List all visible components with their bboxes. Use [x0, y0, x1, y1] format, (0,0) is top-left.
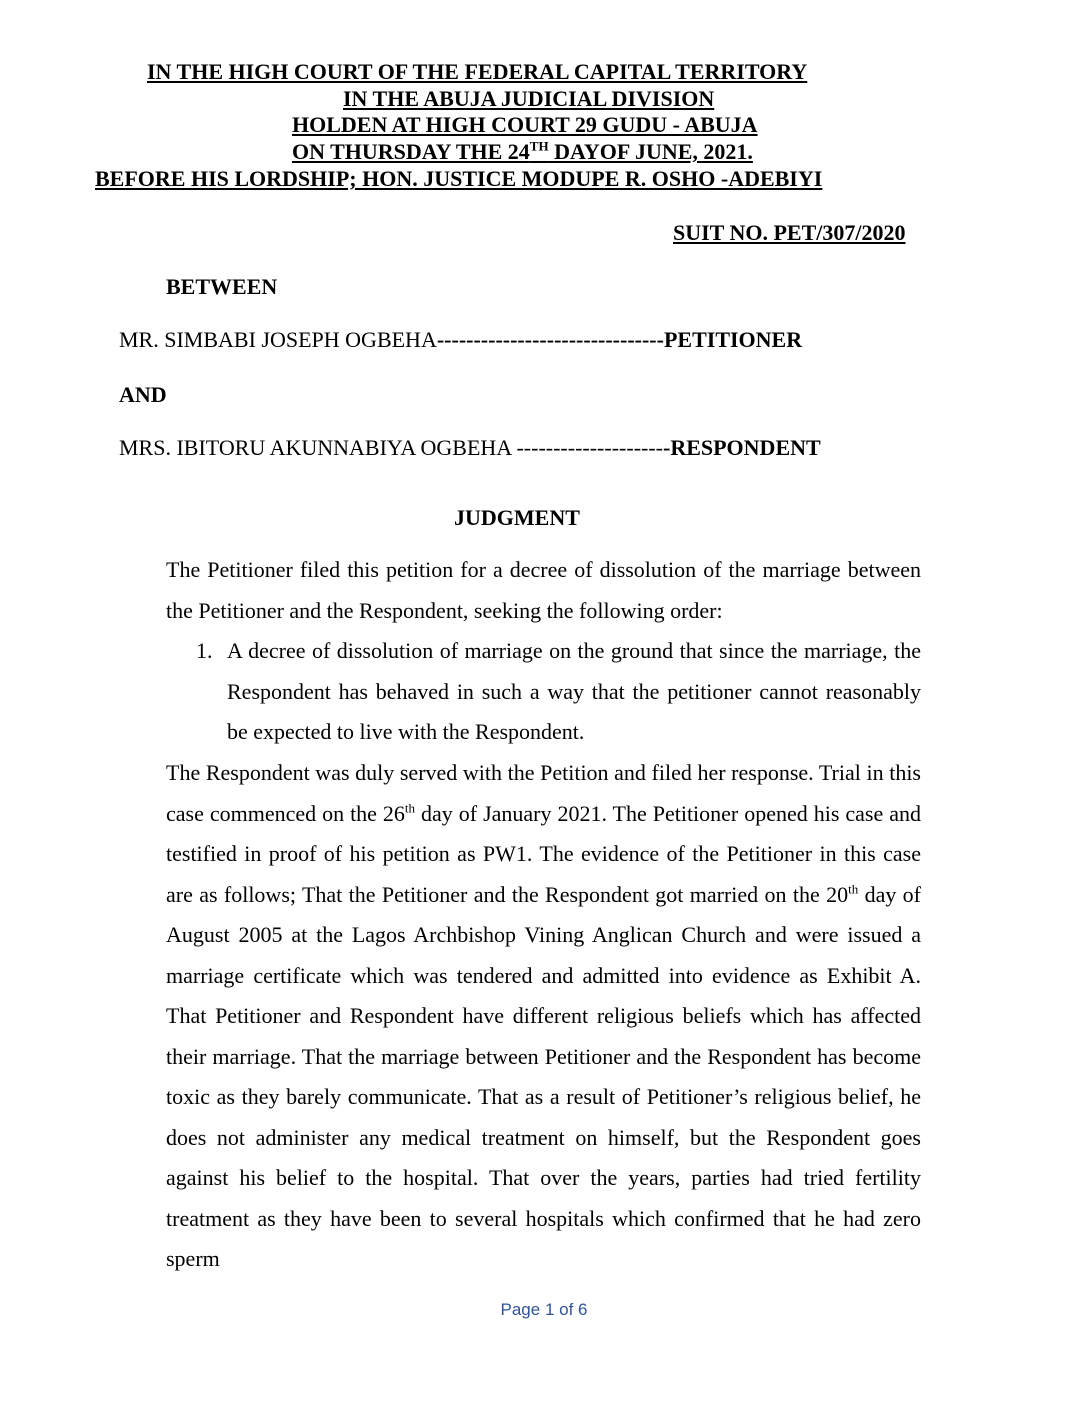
suit-number: SUIT NO. PET/307/2020 — [673, 220, 906, 245]
court-name-line: IN THE HIGH COURT OF THE FEDERAL CAPITAL TERRITORY — [147, 59, 808, 84]
hearing-date-pre: ON THURSDAY THE 24 — [292, 139, 530, 164]
intro-paragraph: The Petitioner filed this petition for a decree of dissolution of the marriage between the Petitioner and the Respondent, seeking the following order: — [166, 557, 921, 623]
page-number-footer: Page 1 of 6 — [500, 1300, 588, 1319]
evidence-part-2: day of January 2021. The Petitioner opened his case and testified in proof of his petition as PW1. The evidence of the Petitioner in this case are as follows; That the Petitioner and the Respondent got married on the 20 — [166, 800, 921, 907]
hearing-date-ordinal: TH — [529, 138, 549, 154]
evidence-part-1: The Respondent was duly served with the Petition and filed her response. Trial in this case commenced on the 26 — [166, 760, 921, 826]
hearing-date-line — [292, 139, 753, 165]
evidence-ordinal-1: th — [404, 800, 416, 816]
judicial-division-line: IN THE ABUJA JUDICIAL DIVISION — [343, 86, 715, 111]
respondent-line — [119, 435, 821, 461]
evidence-paragraph — [166, 753, 921, 1280]
petitioner-role: PETITIONER — [663, 327, 803, 352]
judge-line: BEFORE HIS LORDSHIP; HON. JUSTICE MODUPE R. OSHO -ADEBIYI — [95, 166, 823, 191]
evidence-ordinal-2: th — [848, 881, 859, 897]
order-number: 1. — [196, 638, 213, 663]
respondent-role: -RESPONDENT — [663, 435, 821, 460]
petitioner-name: MR. SIMBABI JOSEPH OGBEHA — [119, 327, 437, 352]
order-list-item — [196, 631, 921, 753]
judgment-title: JUDGMENT — [454, 505, 580, 530]
order-text: A decree of dissolution of marriage on the ground that since the marriage, the Respondent has behaved in such a way that the petitioner cannot reasonably be expected to live with the Respondent. — [227, 638, 921, 744]
petitioner-dashes: ------------------------------- — [436, 327, 664, 352]
respondent-name: MRS. IBITORU AKUNNABIYA OGBEHA -------------------- — [119, 435, 663, 460]
court-location-line: HOLDEN AT HIGH COURT 29 GUDU - ABUJA — [292, 112, 758, 137]
between-heading: BETWEEN — [166, 274, 278, 299]
evidence-part-3: day of August 2005 at the Lagos Archbishop Vining Anglican Church and were issued a marriage certificate which was tendered and admitted into evidence as Exhibit A. That Petitioner and Respondent have different religious beliefs which has affected their marriage. That the marriage between Petitioner and the Respondent has become toxic as they barely communicate. That as a result of Petitioner’s religious belief, he does not administer any medical treatment on himself, but the Respondent goes against his belief to the hospital. That over the years, parties had tried fertility treatment as they have been to several hospitals which confirmed that he had zero sperm — [166, 881, 922, 1271]
and-heading: AND — [119, 382, 167, 407]
hearing-date-post: DAYOF JUNE, 2021. — [548, 139, 753, 164]
petitioner-line — [119, 327, 802, 353]
